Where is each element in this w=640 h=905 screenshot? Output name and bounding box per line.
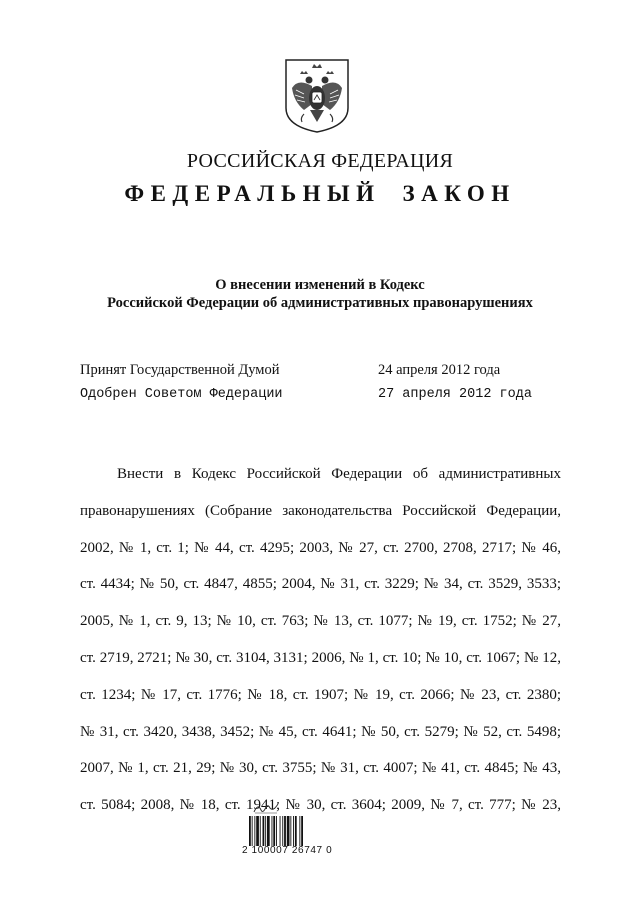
body-line: ст. 1234; № 17, ст. 1776; № 18, ст. 1907; № 19, ст. 2066; № 23, ст. 2380; — [80, 686, 561, 703]
law-word-law: ЗАКОН — [402, 181, 516, 206]
council-approval-label: Одобрен Советом Федерации — [80, 387, 283, 402]
law-body-text — [80, 456, 561, 824]
duma-adoption-date: 24 апреля 2012 года — [378, 362, 501, 378]
coat-of-arms-icon — [282, 58, 352, 134]
law-title-line-1: О внесении изменений в Кодекс — [215, 277, 425, 293]
council-approval-date: 27 апреля 2012 года — [378, 387, 532, 402]
body-line: Внести в Кодекс Российской Федерации об административных — [117, 466, 561, 482]
barcode-icon — [248, 816, 320, 846]
body-line: 2005, № 1, ст. 9, 13; № 10, ст. 763; № 13, ст. 1077; № 19, ст. 1752; № 27, — [80, 613, 561, 630]
duma-adoption-label: Принят Государственной Думой — [80, 362, 280, 378]
body-line: ст. 2719, 2721; № 30, ст. 3104, 3131; 2006, № 1, ст. 10; № 10, ст. 1067; № 12, — [80, 649, 561, 666]
body-line: 2002, № 1, ст. 1; № 44, ст. 4295; 2003, № 27, ст. 2700, 2708, 2717; № 46, — [80, 539, 561, 556]
country-heading: РОССИЙСКАЯ ФЕДЕРАЦИЯ — [186, 150, 454, 172]
body-line: 2007, № 1, ст. 21, 29; № 30, ст. 3755; № 31, ст. 4007; № 41, ст. 4845; № 43, — [80, 760, 561, 777]
body-line: правонарушениях (Собрание законодательства Российской Федерации, — [80, 502, 561, 519]
barcode-number: 2 100007 26747 0 — [242, 845, 333, 856]
law-title — [0, 276, 640, 312]
body-line: ст. 4434; № 50, ст. 4847, 4855; 2004, № 31, ст. 3229; № 34, ст. 3529, 3533; — [80, 576, 561, 593]
body-line: № 31, ст. 3420, 3438, 3452; № 45, ст. 4641; № 50, ст. 5279; № 52, ст. 5498; — [80, 723, 561, 740]
law-word-federal: ФЕДЕРАЛЬНЫЙ — [124, 181, 381, 206]
initials-signature-icon — [252, 801, 282, 815]
body-line: ст. 5084; 2008, № 18, ст. 1941; № 30, ст. 3604; 2009, № 7, ст. 777; № 23, — [80, 797, 561, 814]
law-title-line-2: Российской Федерации об административных правонарушениях — [107, 295, 533, 311]
document-type-heading — [0, 181, 640, 207]
